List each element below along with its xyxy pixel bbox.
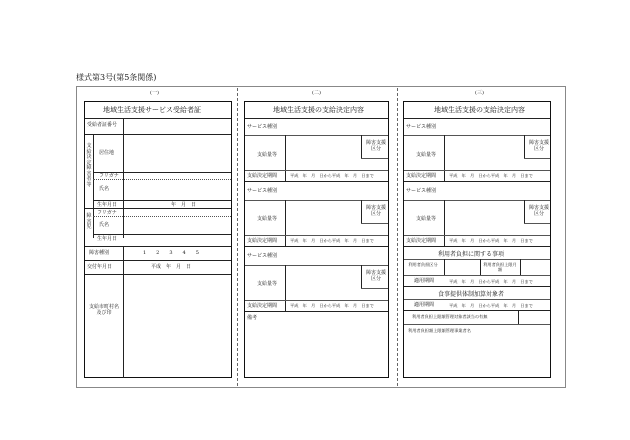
decision-panel-3 — [403, 101, 551, 378]
child-birthdate-label: 生年月日 — [97, 236, 118, 242]
supply-period-value-3a: 平成 年 月 日から平成 年 月 日まで — [449, 173, 533, 178]
disability-type-label: 障害種別 — [89, 250, 110, 256]
disability-numbers: 1 2 3 4 5 — [143, 250, 199, 256]
supply-period-label-2c: 支給決定期間 — [247, 303, 278, 309]
supply-amount-label-3a: 支給量等 — [416, 152, 437, 158]
column-number-2: (二) — [312, 90, 321, 96]
disability-class-label-3b: 障害支援区分 — [528, 205, 549, 217]
address-label: 居住地 — [99, 150, 115, 156]
burden-heading: 利用者負担に関する事項 — [438, 251, 505, 258]
issuer-label: 支給市町村名及び印 — [88, 304, 119, 316]
applicable-period-label-2: 適用期間 — [414, 302, 435, 308]
mgmt-presence-label: 利用者負担上限額管理対象者該当の有無 — [412, 314, 488, 319]
form-title: 様式第3号(第5条関係) — [76, 73, 157, 82]
mgmt-office-label: 利用者負担額上限額管理事業者名 — [408, 328, 471, 333]
cert-number-label: 受給者証番号 — [87, 122, 118, 128]
child-furigana-label: フリガナ — [97, 210, 117, 216]
decision-panel-2 — [244, 101, 389, 378]
supply-period-label-2a: 支給決定期間 — [247, 173, 278, 179]
disability-class-label-2b: 障害支援区分 — [365, 205, 386, 217]
name-label: 氏名 — [99, 186, 110, 192]
fold-line-2 — [397, 88, 398, 386]
certificate-panel — [84, 101, 232, 378]
supply-period-label-3b: 支給決定期間 — [406, 238, 437, 244]
supply-period-value-2b: 平成 年 月 日から平成 年 月 日まで — [290, 238, 374, 243]
child-side-label: 障害児 — [86, 213, 92, 230]
service-type-label-2c: サービス種別 — [247, 253, 278, 259]
meal-heading: 食事提供体制加算対象者 — [438, 291, 505, 298]
disability-class-label-2a: 障害支援区分 — [365, 140, 386, 152]
birthdate-label: 生年月日 — [97, 202, 118, 208]
supply-period-value-2a: 平成 年 月 日から平成 年 月 日まで — [290, 173, 374, 178]
remarks-label: 備考 — [247, 315, 258, 321]
service-type-label-2a: サービス種別 — [247, 124, 278, 130]
supply-period-label-2b: 支給決定期間 — [247, 238, 278, 244]
fold-line-1 — [237, 88, 238, 386]
column-number-1: (一) — [150, 90, 159, 96]
service-type-label-2b: サービス種別 — [247, 188, 278, 194]
furigana-label: フリガナ — [99, 173, 119, 179]
disability-class-label-3a: 障害支援区分 — [528, 140, 549, 152]
burden-limit-label: 利用者負担上限月額 — [483, 262, 517, 272]
supply-period-value-2c: 平成 年 月 日から平成 年 月 日まで — [290, 303, 374, 308]
supply-amount-label-2b: 支給量等 — [257, 216, 278, 222]
service-type-label-3a: サービス種別 — [406, 124, 437, 130]
applicable-period-value: 平成 年 月 日から平成 年 月 日まで — [449, 279, 533, 284]
issue-date-value: 平成 年 月 日 — [151, 264, 192, 270]
issue-date-label: 交付年月日 — [87, 264, 113, 270]
child-name-label: 氏名 — [99, 222, 110, 228]
supply-period-value-3b: 平成 年 月 日から平成 年 月 日まで — [449, 238, 533, 243]
applicant-side-label: 支給決定障害者等 — [86, 143, 92, 188]
supply-amount-label-3b: 支給量等 — [416, 216, 437, 222]
supply-amount-label-2a: 支給量等 — [257, 152, 278, 158]
column-number-3: (三) — [475, 90, 484, 96]
supply-amount-label-2c: 支給量等 — [257, 281, 278, 287]
burden-category-label: 利用者負担区分 — [408, 262, 438, 267]
applicable-period-value-2: 平成 年 月 日から平成 年 月 日まで — [449, 303, 533, 308]
supply-period-label-3a: 支給決定期間 — [406, 173, 437, 179]
disability-class-label-2c: 障害支援区分 — [365, 270, 386, 282]
decision-title-2: 地域生活支援の支給決定内容 — [273, 106, 364, 114]
certificate-title: 地域生活支援サービス受給者証 — [103, 106, 201, 114]
service-type-label-3b: サービス種別 — [406, 188, 437, 194]
applicable-period-label: 適用期間 — [414, 278, 435, 284]
decision-title-3: 地域生活支援の支給決定内容 — [434, 106, 525, 114]
birthdate-value: 年 月 日 — [171, 202, 197, 208]
